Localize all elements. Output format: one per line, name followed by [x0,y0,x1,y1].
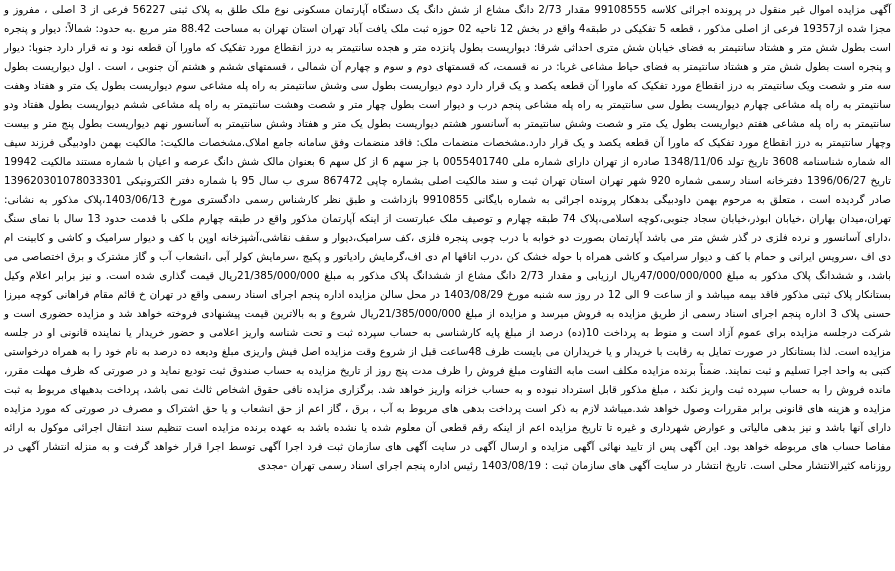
auction-notice-text: آگهی مزایده اموال غیر منقول در پرونده اجرائی کلاسه 99108555 مقدار 2/73 دانگ مشاع از شش دانگ یک دستگاه آپارتمان مسکونی نوع ملک طلق به پلاک ثبتی 56227 فرعی از 3 اصلی ، مفروز و مجزا شده از19357 فرعی از اصلی مذکور ، قطعه 5 تفکیکی در طبقه4 واقع در بخش 12 ناحیه 02 حوزه ثبت ملک یافت آباد تهران استان تهران به مساحت 88.42 متر مربع .به حدود: شمالاً: دیوار و پنجره است بطول شش متر و هشتاد سانتیمتر به فضای خیابان شش متری احداثی شرقا: دیواریست بطول پانزده متر و هجده سانتیمتر به درز انقطاع مورد تفکیک که ماورا آن قطعه نود و نه قرار دارد جنوبا: دیوار و پنجره است بطول شش متر و هشتاد سانتیمتر به فضای حیاط مشاعی غربا: در نه قسمت، که قسمتهای دوم و سوم و چهارم آن شمالی ، قسمتهای ششم و هشتم آن جنوبی ، است . اول دیواریست بطول سه متر و شصت ویک سانتیمتر به درز انقطاع مورد تفکیک که ماورا آن قطعه یکصد و یک قرار دارد دوم دیواریست بطول سی وشش سانتیمتر به راه پله مشاعی سوم دیواریست بطول یک متر و هفتاد وهفت سانتیمتر به راه پله مشاعی چهارم دیواریست بطول سی سانتیمتر به راه پله مشاعی پنجم درب و دیوار است بطول چهار متر و شصت وهشت سانتیمتر به راه پله مشاعی ششم دیواریست بطول هفتاد ودو سانتیمتر به راه پله مشاعی هفتم دیواریست بطول یک متر و شصت وشش سانتیمتر به آسانسور هشتم دیواریست بطول یک متر و هفتاد وشش سانتیمتر به آسانسور نهم دیواریست بطول پنج متر و بیست وچهار سانتیمتر به درز انقطاع مورد تفکیک که ماورا آن قطعه یکصد و یک قرار دارد.مشخصات منضمات ملک: فاقد منضمات وفق سامانه جامع املاک.مشخصات مالکیت: مالکیت بهمن داودبیگی فرزند سیف اله شماره شناسنامه 3608 تاریخ تولد 1348/11/06 صادره از تهران دارای شماره ملی 0055401740 با جز سهم 6 از کل سهم 6 بعنوان مالک شش دانگ عرصه و اعیان با شماره مستند مالکیت 19942 تاریخ 1396/06/27 دفترخانه اسناد رسمی شماره 920 شهر تهران استان تهران ثبت و سند مالکیت اصلی بشماره چاپی 867472 سری ب سال 95 با شماره دفتر الکترونیکی 139620301078033301 صادر گردیده است ، متعلق به مرحوم بهمن داودبیگی بدهکار پرونده اجرائی به شماره بایگانی 9910855 بازداشت و طبق نظر کارشناس رسمی دادگستری مورخ 1403/06/13،پلاک مذکور به نشانی: تهران،میدان بهاران ،خیابان ابوذر،خیابان سجاد جنوبی،کوچه اسلامی،پلاک 74 طبقه چهارم و توصیف ملک عبارتست از اینکه آپارتمان مذکور واقع در طبقه چهارم ملکی با قدمت حدود 13 سال با نمای سنگ ،دارای آسانسور و نرده فلزی در گذر شش متر می باشد آپارتمان بصورت دو خوابه با درب چوبی پنجره فلزی ،کف سرامیک،دیوار و سقف نقاشی،آشپزخانه اوپن با کف و دیوار سرامیک و کاشی و کابینت ام دی اف ،سرویس ایرانی و حمام با کف و دیوار سرامیک و کاشی همراه با حوله خشک کن ،درب اتاقها ام دی اف،گرمایش رادیاتور و پکیج ،سرمایش کولر آبی ،انشعاب آب و گاز مشترک و برق اختصاصی می باشد، و ششدانگ پلاک مذکور به مبلغ 47/000/000/000ریال ارزیابی و مقدار 2/73 دانگ مشاع از ششدانگ پلاک مذکور به مبلغ 21/385/000/000ریال قیمت گذاری شده است. و نیز برابر اعلام وکیل بستانکار پلاک ثبتی مذکور فاقد بیمه میباشد و از ساعت 9 الی 12 در روز سه شنبه مورخ 1403/08/29 در محل سالن مزایده اداره پنجم اجرای اسناد رسمی واقع در تهران خ قائم مقام فراهانی کوچه میرزا حسنی پلاک 3 اداره پنجم اجرای اسناد رسمی از طریق مزایده به فروش میرسد و مزایده از مبلغ 21/385/000/000ریال شروع و به بالاترین قیمت پیشنهادی فروخته خواهد شد و مزایده حضوری است و شرکت درجلسه مزایده برای عموم آزاد است و منوط به پرداخت 10(ده) درصد از مبلغ پایه کارشناسی به حساب سپرده ثبت و تحت شناسه واریز اعلامی و حضور خریدار یا نماینده قانونی او در جلسه مزایده است. لذا بستانکار در صورت تمایل به رقابت با خریدار و یا خریداران می بایست ظرف 48ساعت قبل از شروع وقت مزایده اصل فیش واریزی مبلغ ودیعه ده درصد به نام خود را به همراه درخواستی کتبی به واحد اجرا تسلیم و ثبت نمایند. ضمناً برنده مزایده مکلف است مابه التفاوت مبلغ فروش را ظرف مدت پنج روز از تاریخ مزایده به حساب صندوق ثبت تودیع نماید و در صورتی که ظرف مهلت مقرر، مانده فروش را به حساب سپرده ثبت واریز نکند ، مبلغ مذکور قابل استرداد نبوده و به حساب خزانه واریز خواهد شد. برگزاری مزایده نافی حقوق اشخاص ثالث نمی باشد، پرداخت بدهیهای مربوط به ثبت مزایده و هزینه های قانونی برابر مقررات وصول خواهد شد.میباشد لازم به ذکر است پرداخت بدهی های مربوط به آب ، برق ، گاز اعم از حق انشعاب و یا حق اشتراک و مصرف در صورتی که مورد مزایده دارای آنها باشد و نیز بدهی مالیاتی و عوارض شهرداری و غیره تا تاریخ مزایده اعم از اینکه رقم قطعی آن معلوم شده یا نشده باشد به عهده برنده مزایده است تنظیم سند انتقال اجرائی موکول به ارائه مفاصا حساب های مربوطه خواهد بود. این آگهی پس از تایید نهائی آگهی مزایده و ارسال آگهی در سایت آگهی های سازمان ثبت فرد اجرا آگهی توسط اجرا قرار خواهد گرفت و به منزله انتشار آگهی در روزنامه کثیرالانتشار محلی است. تاریخ انتشار در سایت آگهی های سازمان ثبت : 1403/08/19 رئیس اداره پنجم اجرای اسناد رسمی تهران -مجدی [0,0,895,571]
